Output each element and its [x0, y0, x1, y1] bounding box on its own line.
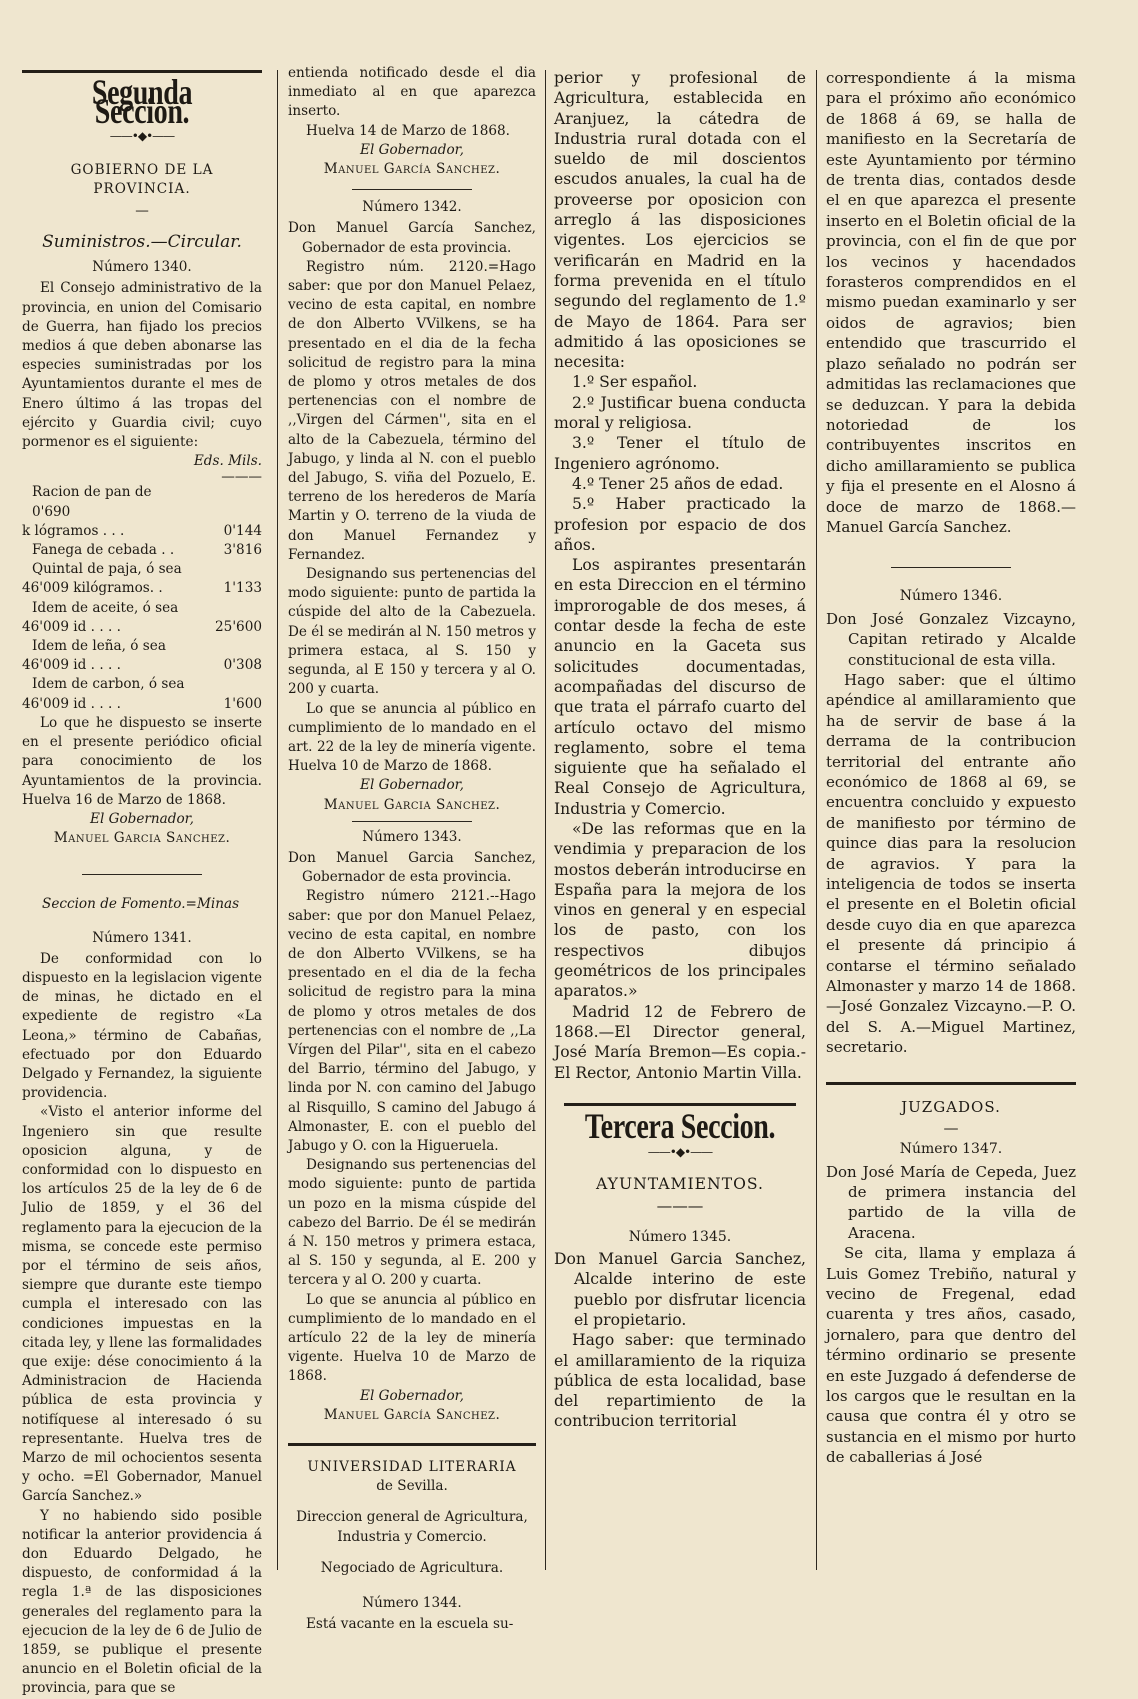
divider [82, 874, 202, 875]
price-row: Quintal de paja, ó sea [32, 561, 182, 578]
divider [352, 821, 472, 822]
notice-number-1344: Número 1344. [362, 1595, 462, 1612]
notice-1343-p1: Registro número 2121.--Hago saber: que por don Manuel Pelaez, vecino de esta capital, en nombre de don Alberto VVilkens, se ha presentado en el dia de la fecha solicitud de registro para la mina de plomo y otros metales de dos pertenencias con el nombre de ,,La Vírgen del Pilar'', sita en el cabezo del Barrio, término del Jabugo, y linda por N. con camino del Jabugo al Risquillo, S camino del Jabugo á Almonaster, E. con el pueblo del Jabugo y O. con la Higueruela. [288, 888, 536, 1154]
notice-1346-p1: Hago saber: que el último apéndice al amillaramiento que ha de servir de base á la derrama de la contribucion territorial del entrante año económico de 1868 al 69, se encuentra concluido y expuesto de manifiesto por término de quince dias para la resolucion de agravios. Y para la inteligencia de todos se inserta el presente en el Boletin oficial desde cuyo dia en que aparezca el presente dá principio á contarse el término señalado Almonaster y marzo 14 de 1868.—José Gonzalez Vizcayno.—P. O. del S. A.—Miguel Martinez, secretario. [826, 670, 1076, 1057]
notice-1347-head: Don José María de Cepeda, Juez de primera instancia del partido de la villa de Aracena. [826, 1162, 1076, 1242]
price-row: Fanega de cebada . . 3'816 [32, 542, 262, 559]
signature-title: El Gobernador, [360, 777, 464, 794]
date-line: Huelva 14 de Marzo de 1868. [306, 122, 510, 139]
fomento-heading: Seccion de Fomento.=Minas [42, 896, 240, 913]
notice-1342-head: Don Manuel García Sanchez, Gobernador de esta provincia. [288, 220, 536, 256]
continued-text: correspondiente á la misma para el próximo año económico de 1868 á 69, se halla de manifiesto en la Secretaría de este Ayuntamiento por término de trenta dias, contados desde el en que aparezca el presente inserto en el Boletin oficial de la provincia, con el fin de que por los vecinos y hacendados forasteros comprendidos en el mismo puedan examinarlo y ser oidos de agravios; bien entendido que trascurrido el plazo señalado no podrán ser admitidas las reclamaciones que se deduzcan. Y para la debida notoriedad de los contribuyentes inscritos en dicho amillaramiento se publica y fija el presente en el Alosno á doce de marzo de 1868.—Manuel García Sanchez. [826, 69, 1076, 536]
signature-name: Manuel García Sanchez. [323, 1406, 501, 1423]
notice-number-1343: Número 1343. [362, 828, 462, 845]
column-2 [288, 64, 536, 1634]
notice-1340-close: Lo que he dispuesto se inserte en el presente periódico oficial para conocimiento de los Ayuntamientos de la provincia. Huelva 16 de Marzo de 1868. [22, 714, 262, 808]
requirement-item: 2.º Justificar buena conducta moral y religiosa. [554, 393, 806, 433]
divider [352, 189, 472, 190]
requirement-item: 3.º Tener el título de Ingeniero agrónomo. [554, 434, 806, 473]
notice-number-1346: Número 1346. [899, 588, 1003, 605]
price-header: Eds. Mils. [193, 453, 262, 470]
price-row: Idem de carbon, ó sea [32, 676, 185, 693]
continued-text: perior y profesional de Agricultura, establecida en Aranjuez, la cátedra de Industria rural dotada con el sueldo de mil doscientos escudos anuales, la cual ha de proveerse por oposicion con arreglo á las disposiciones vigentes. Los ejercicios se verificarán en Madrid en la forma prevenida en el título segundo del reglamento de 1.º de Mayo de 1864. Para ser admitido á las oposiciones se necesita: [554, 69, 806, 372]
requirement-item: 4.º Tener 25 años de edad. [572, 474, 784, 493]
signature-title: El Gobernador, [90, 810, 194, 827]
continued-text: entienda notificado desde el dia inmediato al en que aparezca inserto. [288, 65, 536, 120]
notice-1340-body: El Consejo administrativo de la provincia, en union del Comisario de Guerra, han fijado los precios medios á que deben abonarse las especies suministradas por los Ayuntamientos durante el mes de Enero último á las tropas del ejército y Guardia civil; cuyo pormenor es el siguiente: [22, 280, 262, 451]
notice-1343-p2: Designando sus pertenencias del modo siguiente: punto de partida un pozo en la misma cúspide del cabezo del Barrio. De él se medirán á N. 150 metros y primera estaca, al S. 150 y segunda, al E. 200 y tercera y al O. 200 y cuarta. [288, 1157, 536, 1289]
notice-1346-head: Don José Gonzalez Vizcayno, Capitan retirado y Alcalde constitucional de esta villa. [826, 609, 1076, 669]
column-divider-3 [816, 70, 817, 1570]
notice-1341-p2: «Visto el anterior informe del Ingeniero sin que resulte oposicion alguna, y de conformidad con lo dispuesto en los artículos 25 de la ley de 6 de Julio de 1859, y el 36 del reglamento para la ejecucion de la misma, se concede este permiso por el término de seis años, siempre que durante este tiempo cumpla el interesado con las condiciones impuestas en la citada ley, y llene las formalidades que exije: dése conocimiento á la Administracion de Hacienda pública de esta provincia y notifíquese al interesado ó su representante. Huelva tres de Marzo de mil ochocientos sesenta y ocho. =El Gobernador, Manuel García Sanchez.» [22, 1104, 262, 1505]
column-divider-2 [545, 70, 546, 1570]
notice-1342-p1: Registro núm. 2120.=Hago saber: que por don Manuel Pelaez, vecino de esta capital, en nombre de don Alberto VVilkens, se ha presentado en el dia de la fecha solicitud de registro para la mina de plomo y otros metales de dos pertenencias con el nombre de ,,Virgen del Cármen'', sita en el alto de la Cabezuela, término del Jabugo, y linda al N. con el pueblo del Jabugo, S. viña del Pozuelo, E. terreno de los herederos de María Martin y O. terreno de la viuda de don Manuel Fernandez y Fernandez. [288, 258, 536, 563]
notice-number-1345: Número 1345. [628, 1228, 732, 1245]
section-rule [288, 1443, 536, 1446]
notice-1345-head: Don Manuel Garcia Sanchez, Alcalde interino de este pueblo por disfrutar licencia el propietario. [554, 1250, 806, 1329]
notice-1344-p2: Los aspirantes presentarán en esta Direccion en el término improrogable de dos meses, á contar desde la fecha de este anuncio en la Gaceta sus solicitudes documentadas, acompañadas del discurso de que trata el párrafo cuarto del artículo octavo del mismo reglamento, sobre el tema siguiente que ha señalado el Real Consejo de Agricultura, Industria y Comercio. [554, 556, 806, 818]
price-row: Idem de leña, ó sea [32, 638, 166, 655]
ayuntamientos-heading: AYUNTAMIENTOS. [596, 1175, 764, 1194]
column-4 [826, 68, 1076, 1468]
section-rule [826, 1082, 1076, 1085]
univ-negociado: Negociado de Agricultura. [320, 1559, 504, 1576]
juzgados-heading: JUZGADOS. [901, 1097, 1001, 1116]
spacer [288, 1496, 536, 1508]
notice-1344-p3: «De las reformas que en la vendimia y preparacion de los mostos deberán introducirse en España para la mejora de los vinos en general y en especial los de pasto, con los respectivos dibujos geométricos de los principales aparatos.» [554, 819, 806, 1001]
column-3 [554, 68, 806, 1432]
notice-number-1340: Número 1340. [92, 259, 192, 276]
notice-1347-p1: Se cita, llama y emplaza á Luis Gomez Trebiño, natural y vecino de Fregenal, edad cuarenta y tres años, casado, jornalero, para que dentro del término ordinario se presente en este Juzgado á defenderse de los cargos que le resultan en la causa que contra él y otro se sustancia en el mismo por hurto de caballerias á José [826, 1244, 1076, 1467]
notice-number-1342: Número 1342. [362, 199, 462, 216]
ornament: ——•◆•—— [109, 129, 175, 144]
ayuntamientos-dash: ——— [656, 1196, 704, 1215]
requirement-item: 5.º Haber practicado la profesion por espacio de dos años. [554, 495, 806, 554]
notice-1343-head: Don Manuel Garcia Sanchez, Gobernador de esta provincia. [288, 849, 536, 886]
column-1 [22, 58, 262, 1699]
column-divider-1 [277, 70, 278, 1570]
price-row: k lógramos . . . 0'144 [22, 522, 262, 539]
gov-dash: — [135, 203, 149, 220]
notice-1342-p2: Designando sus pertenencias del modo siguiente: punto de partida la cúspide del alto de la Cabezuela. De él se medirán al N. 150 metros y primera estaca, al S. 150 y segunda, al E 150 y tercera y al O. 200 y cuarta. [288, 566, 536, 698]
divider [891, 567, 1011, 568]
price-row: 46'009 id . . . . 25'600 [22, 618, 262, 635]
price-row: Idem de aceite, ó sea [32, 599, 179, 616]
signature-name: Manuel Garcia Sanchez. [323, 796, 501, 813]
juzgados-dash: — [943, 1119, 959, 1138]
notice-1345-p1: Hago saber: que terminado el amillaramiento de la riquiza pública de esta localidad, base del repartimiento de la contribucion territorial [554, 1331, 806, 1431]
gov-heading: GOBIERNO DE LA PROVINCIA. [70, 161, 214, 197]
price-row: Racion de pan de 0'690 [32, 484, 152, 520]
notice-1344-start: Está vacante en la escuela su- [306, 1616, 514, 1633]
signature-title: El Gobernador, [360, 1387, 464, 1404]
notice-1341-p1: De conformidad con lo dispuesto en la legislacion vigente de minas, he dictado en el expediente de registro «La Leona,» término de Cabañas, efectuado por don Eduardo Delgado y Fernandez, la siguiente providencia. [22, 950, 262, 1102]
supply-heading: Suministros.—Circular. [42, 232, 242, 253]
section-title-segunda: Segunda Seccion. [91, 72, 193, 132]
univ-sub: de Sevilla. [376, 1478, 448, 1495]
requirement-item: 1.º Ser español. [572, 373, 698, 392]
section-title-tercera: Tercera Seccion. [584, 1105, 776, 1146]
univ-title: UNIVERSIDAD LITERARIA [307, 1459, 517, 1476]
notice-1344-p4: Madrid 12 de Febrero de 1868.—El Director general, José María Bremon—Es copia.-El Rector, Antonio Martin Villa. [554, 1002, 806, 1082]
spacer [288, 1547, 536, 1559]
ornament: ——•◆•—— [647, 1145, 713, 1160]
notice-number-1341: Número 1341. [92, 929, 192, 946]
notice-1342-p3: Lo que se anuncia al público en cumplimiento de lo mandado en el art. 22 de la ley de minería vigente. Huelva 10 de Marzo de 1868. [288, 700, 536, 775]
notice-1341-p3: Y no habiendo sido posible notificar la anterior providencia á don Eduardo Delgado, he dispuesto, de conformidad á la regla 1.ª de las disposiciones generales del reglamento para la ejecucion de la ley de 6 de Julio de 1859, se publique el presente anuncio en el Boletin oficial de la provincia, para que se [22, 1507, 262, 1697]
price-dash: ——— [221, 469, 262, 486]
price-row: 46'009 kilógramos. . 1'133 [22, 580, 262, 597]
price-row: 46'009 id . . . . 1'600 [22, 695, 262, 712]
price-row: 46'009 id . . . . 0'308 [22, 657, 262, 674]
notice-1343-p3: Lo que se anuncia al público en cumplimiento de lo mandado en el artículo 22 de la ley de minería vigente. Huelva 10 de Marzo de 1868. [288, 1291, 536, 1385]
signature-name: Manuel Garcia Sanchez. [53, 830, 231, 847]
univ-direction: Direccion general de Agricultura, Industria y Comercio. [296, 1509, 528, 1545]
signature-name: Manuel García Sanchez. [323, 161, 501, 178]
signature-title: El Gobernador, [360, 141, 464, 158]
notice-number-1347: Número 1347. [899, 1141, 1003, 1158]
